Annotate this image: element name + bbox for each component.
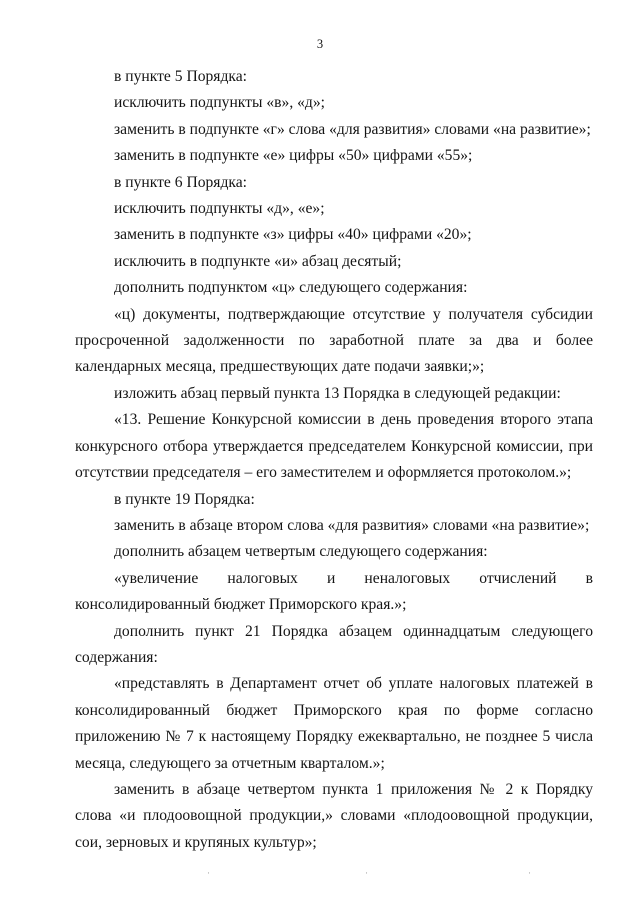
paragraph: «представлять в Департамент отчет об уплате налоговых платежей в консолидированный бюджет Приморского края по форме согласно приложению № 7 к настоящему Порядку ежеквартально, не позднее 5 числа месяца, следующего за отчетным кварталом.»; bbox=[75, 675, 593, 772]
page-number: 3 bbox=[316, 37, 324, 51]
paragraph: заменить в подпункте «г» слова «для развития» словами «на развитие»; bbox=[114, 120, 591, 138]
paragraph: дополнить абзацем четвертым следующего содержания: bbox=[114, 543, 488, 561]
paragraph: дополнить подпунктом «ц» следующего содержания: bbox=[114, 279, 468, 297]
paragraph: «13. Решение Конкурсной комиссии в день проведения второго этапа конкурсного отбора утверждается председателем Конкурсной комиссии, при отсутствии председателя – его заместителем и оформляется протоколом.»; bbox=[75, 411, 593, 482]
paragraph: «ц) документы, подтверждающие отсутствие у получателя субсидии просроченной задолженности по заработной плате за два и более календарных месяца, предшествующих дате подачи заявки;»; bbox=[75, 305, 593, 376]
paragraph: в пункте 19 Порядка: bbox=[114, 490, 255, 508]
scan-speck: · bbox=[365, 868, 368, 878]
paragraph: исключить в подпункте «и» абзац десятый; bbox=[114, 252, 402, 270]
paragraph: заменить в абзаце четвертом пункта 1 приложения № 2 к Порядку слова «и плодоовощной продукции,» словами «плодоовощной продукции, сои, зерновых и крупяных культур»; bbox=[75, 780, 593, 851]
paragraph: в пункте 5 Порядка: bbox=[114, 68, 248, 85]
paragraph: исключить подпункты «д», «е»; bbox=[114, 200, 325, 218]
paragraph: изложить абзац первый пункта 13 Порядка в следующей редакции: bbox=[114, 384, 561, 402]
paragraph: «увеличение налоговых и неналоговых отчислений в консолидированный бюджет Приморского края.»; bbox=[75, 569, 593, 614]
paragraph: исключить подпункты «в», «д»; bbox=[114, 94, 325, 112]
paragraph: заменить в абзаце втором слова «для развития» словами «на развитие»; bbox=[114, 516, 590, 534]
paragraph: заменить в подпункте «е» цифры «50» цифрами «55»; bbox=[114, 147, 473, 165]
paragraph: дополнить пункт 21 Порядка абзацем одиннадцатым следующего содержания: bbox=[75, 622, 593, 666]
paragraph: в пункте 6 Порядка: bbox=[114, 173, 248, 191]
document-body bbox=[75, 64, 593, 856]
scan-speck: · bbox=[207, 868, 210, 878]
paragraph: заменить в подпункте «з» цифры «40» цифрами «20»; bbox=[114, 226, 472, 244]
scan-speck: · bbox=[528, 868, 531, 878]
